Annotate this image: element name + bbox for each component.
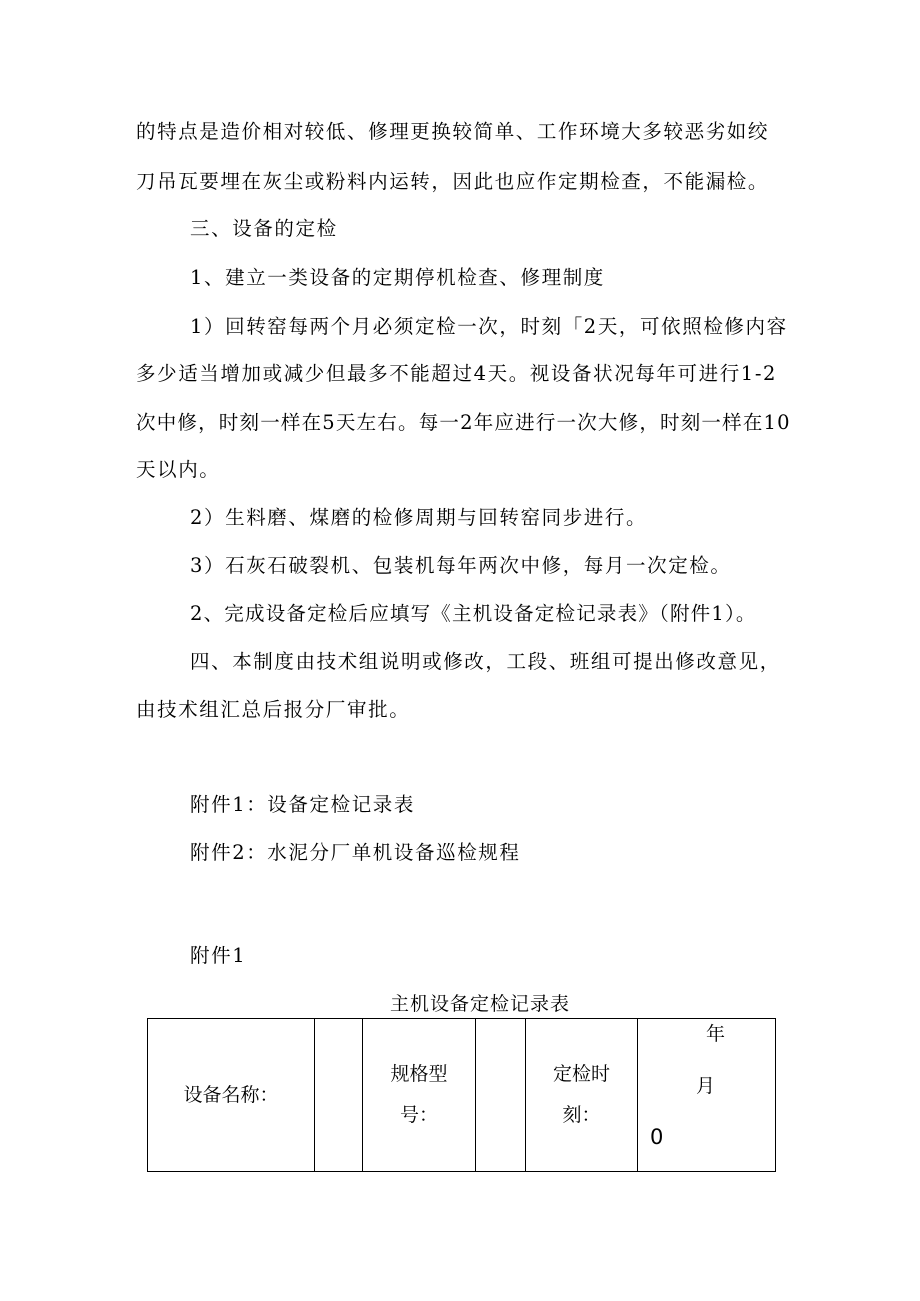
table-caption: 主机设备定检记录表	[390, 993, 571, 1015]
equipment-name-value-cell[interactable]	[315, 1019, 363, 1172]
paragraph-line: 3）石灰石破裂机、包装机每年两次中修，每月一次定检。	[190, 554, 732, 577]
paragraph-line: 多少适当增加或减少但最多不能超过4天。视设备状况每年可进行1-2	[136, 362, 778, 385]
inspect-label-line1: 定检时	[552, 1063, 610, 1085]
inspection-time-label	[526, 1019, 638, 1172]
date-year-text: 年	[706, 1023, 726, 1045]
subsection-heading: 1、建立一类设备的定期停机检查、修理制度	[190, 266, 605, 289]
paragraph-line: 次中修，时刻一样在5天左右。每一2年应进行一次大修，时刻一样在10	[136, 411, 791, 434]
attachment-item-2: 附件2：水泥分厂单机设备巡检规程	[190, 841, 521, 864]
paragraph-line: 由技术组汇总后报分厂审批。	[136, 698, 411, 721]
inspection-record-table	[147, 1018, 776, 1172]
paragraph-line: 天以内。	[136, 458, 221, 481]
section-heading: 四、本制度由技术组说明或修改，工段、班组可提出修改意见，	[190, 650, 781, 673]
table-row	[148, 1019, 776, 1172]
spec-model-value-cell[interactable]	[476, 1019, 526, 1172]
inspection-date-cell[interactable]	[638, 1019, 776, 1172]
equipment-name-text: 设备名称：	[183, 1083, 279, 1106]
date-month-text: 月	[696, 1075, 716, 1097]
attachment-heading: 附件1	[190, 944, 247, 967]
attachment-item-1: 附件1：设备定检记录表	[190, 793, 416, 816]
paragraph-line: 1）回转窑每两个月必须定检一次，时刻「2天，可依照检修内容	[190, 315, 788, 338]
paragraph-line: 刀吊瓦要埋在灰尘或粉料内运转，因此也应作定期检查，不能漏检。	[136, 170, 770, 193]
date-zero-text: 0	[650, 1125, 664, 1149]
inspect-label-line2: 刻：	[562, 1104, 601, 1126]
paragraph-line: 的特点是造价相对较低、修理更换较简单、工作环境大多较恶劣如绞	[136, 120, 770, 143]
paragraph-line: 2、完成设备定检后应填写《主机设备定检记录表》（附件1）。	[190, 602, 757, 625]
spec-label-line2: 号：	[399, 1104, 438, 1126]
section-heading: 三、设备的定检	[190, 217, 338, 240]
paragraph-line: 2）生料磨、煤磨的检修周期与回转窑同步进行。	[190, 506, 648, 529]
spec-model-label	[363, 1019, 476, 1172]
spec-label-line1: 规格型	[390, 1063, 448, 1085]
equipment-name-label	[148, 1019, 315, 1172]
